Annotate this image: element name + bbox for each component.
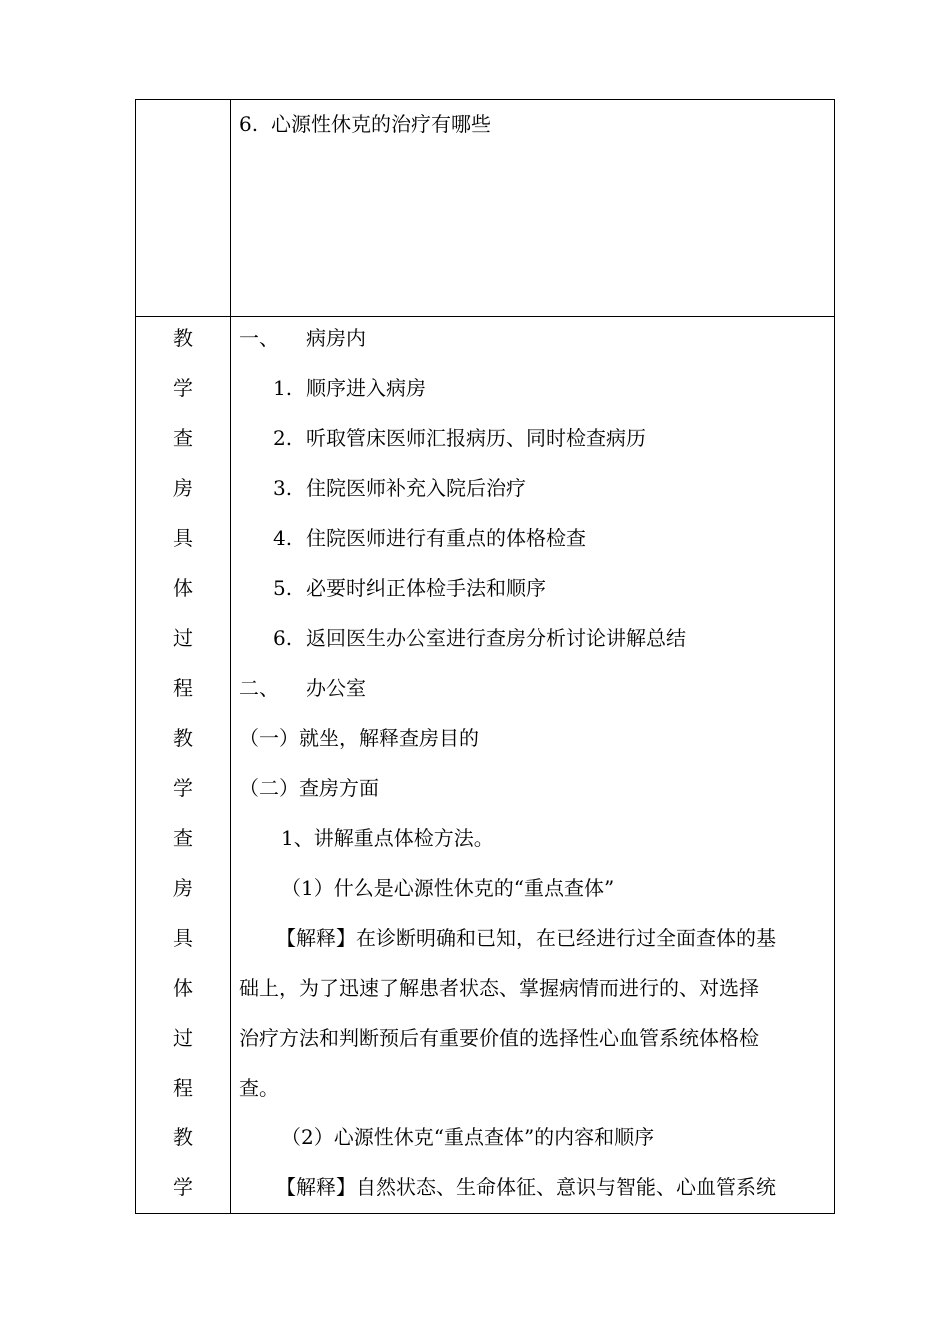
explanation-line: 【解释】在诊断明确和已知，在已经进行过全面查体的基 xyxy=(276,926,776,950)
step-number: 5. xyxy=(273,576,293,600)
side-char: 房 xyxy=(173,876,193,900)
question-heading: （1）什么是心源性休克的“重点查体” xyxy=(281,876,615,900)
explanation-line: 查。 xyxy=(239,1076,279,1100)
side-char: 过 xyxy=(173,1026,193,1050)
step-number: 3. xyxy=(273,476,293,500)
side-char: 教 xyxy=(173,726,193,750)
step-text: 听取管床医师汇报病历、同时检查病历 xyxy=(306,426,646,450)
side-char: 学 xyxy=(173,1175,193,1199)
side-char: 教 xyxy=(173,326,193,350)
explanation-line: 础上，为了迅速了解患者状态、掌握病情而进行的、对选择 xyxy=(239,976,759,1000)
step-text: 必要时纠正体检手法和顺序 xyxy=(306,576,546,600)
side-char: 程 xyxy=(173,1076,193,1100)
section-number: 二、 xyxy=(239,676,279,700)
side-char: 学 xyxy=(173,776,193,800)
side-char: 房 xyxy=(173,476,193,500)
side-char: 学 xyxy=(173,376,193,400)
section-number: 一、 xyxy=(239,326,279,350)
side-char: 查 xyxy=(173,826,193,850)
column-divider xyxy=(230,100,231,1213)
step-number: 4. xyxy=(273,526,293,550)
subsection-heading: （一）就坐，解释查房目的 xyxy=(239,726,479,750)
step-text: 住院医师补充入院后治疗 xyxy=(306,476,526,500)
section-title: 病房内 xyxy=(306,326,366,350)
side-char: 程 xyxy=(173,676,193,700)
row-divider xyxy=(136,316,834,317)
step-number: 2. xyxy=(273,426,293,450)
side-char: 过 xyxy=(173,626,193,650)
step-text: 住院医师进行有重点的体格检查 xyxy=(306,526,586,550)
step-number: 1. xyxy=(273,376,293,400)
explanation-line: 治疗方法和判断预后有重要价值的选择性心血管系统体格检 xyxy=(239,1026,759,1050)
document-table xyxy=(135,99,835,1214)
side-char: 体 xyxy=(173,976,193,1000)
step-number: 6. xyxy=(273,626,293,650)
explanation-line: 【解释】自然状态、生命体征、意识与智能、心血管系统 xyxy=(276,1175,776,1199)
side-char: 教 xyxy=(173,1125,193,1149)
question-heading: （2）心源性休克“重点查体”的内容和顺序 xyxy=(281,1125,655,1149)
point-heading: 1、讲解重点体检方法。 xyxy=(281,826,494,850)
section-title: 办公室 xyxy=(306,676,366,700)
step-text: 返回医生办公室进行查房分析讨论讲解总结 xyxy=(306,626,686,650)
item6-number: 6. xyxy=(239,112,259,136)
side-char: 查 xyxy=(173,426,193,450)
step-text: 顺序进入病房 xyxy=(306,376,426,400)
side-char: 具 xyxy=(173,526,193,550)
side-char: 具 xyxy=(173,926,193,950)
side-char: 体 xyxy=(173,576,193,600)
subsection-heading: （二）查房方面 xyxy=(239,776,379,800)
item6-text: 心源性休克的治疗有哪些 xyxy=(271,112,491,136)
